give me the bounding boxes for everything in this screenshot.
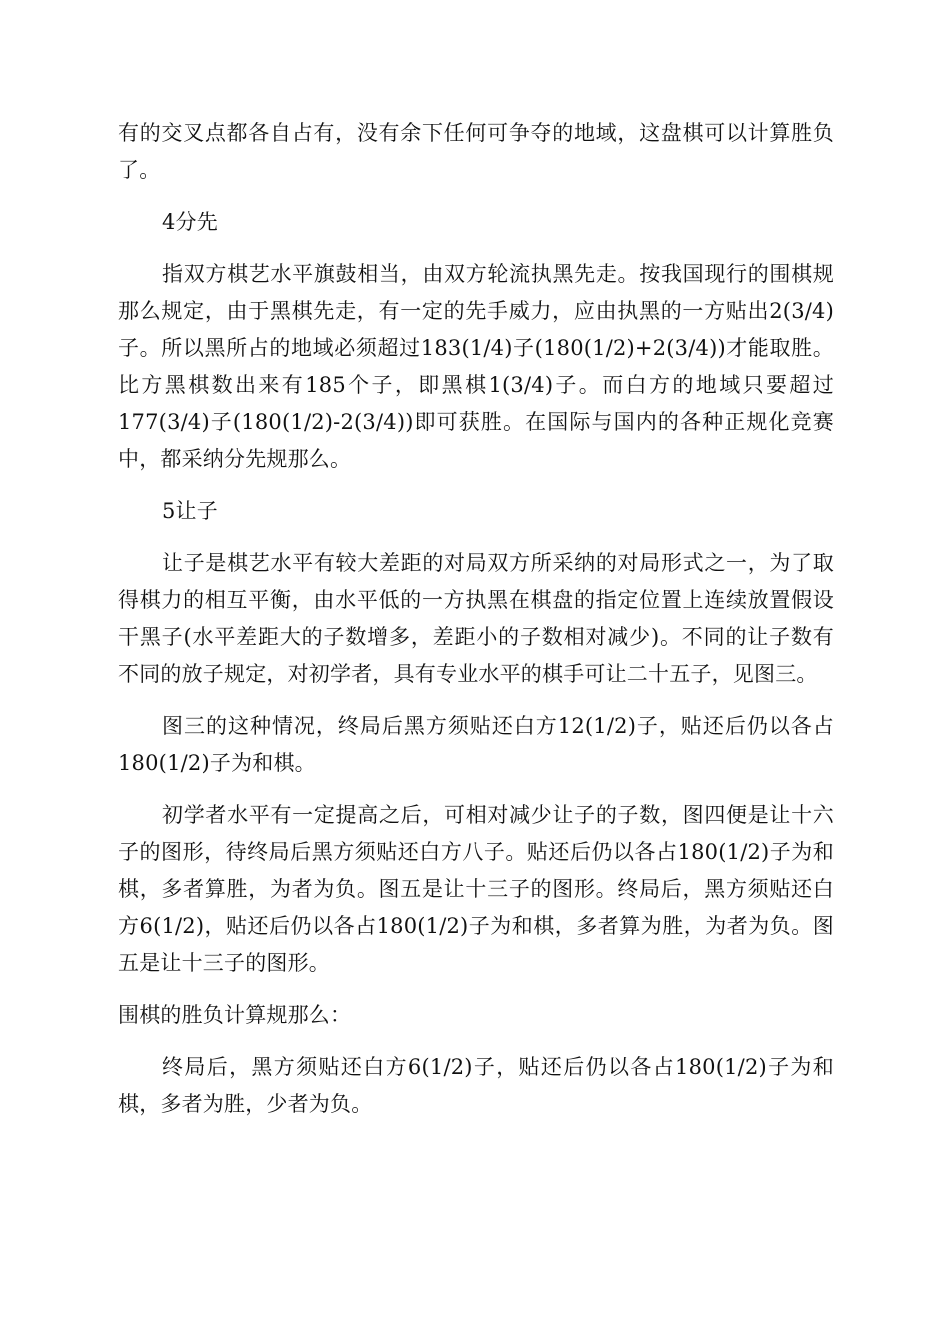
section-heading-scoring-rules: 围棋的胜负计算规那么： — [118, 1003, 352, 1027]
paragraph-fenxian: 指双方棋艺水平旗鼓相当，由双方轮流执黑先走。按我国现行的围棋规那么规定，由于黑棋先走，有一定的先手威力，应由执黑的一方贴出2(3/4)子。所以黑所占的地域必须超过183(1/4)子(180(1/2)+2(3/4))才能取胜。比方黑棋数出来有185个子，即黑棋1(3/4)子。而白方的地域只要超过177(3/4)子(180(1/2)-2(3/4))即可获胜。在国际与国内的各种正规化竞赛中，都采纳分先规那么。 — [118, 262, 834, 471]
section-heading-rangzi: 5让子 — [162, 499, 218, 523]
section-heading-fenxian: 4分先 — [162, 210, 218, 234]
paragraph-continuation: 有的交叉点都各自占有，没有余下任何可争夺的地域，这盘棋可以计算胜负了。 — [118, 121, 834, 182]
paragraph-rangzi: 让子是棋艺水平有较大差距的对局双方所采纳的对局形式之一，为了取得棋力的相互平衡，由水平低的一方执黑在棋盘的指定位置上连续放置假设干黑子(水平差距大的子数增多，差距小的子数相对减少)。不同的让子数有不同的放子规定，对初学者，具有专业水平的棋手可让二十五子，见图三。 — [118, 551, 834, 686]
paragraph-beginner: 初学者水平有一定提高之后，可相对减少让子的子数，图四便是让十六子的图形，待终局后黑方须贴还白方八子。贴还后仍以各占180(1/2)子为和棋，多者算胜，为者为负。图五是让十三子的图形。终局后，黑方须贴还白方6(1/2)，贴还后仍以各占180(1/2)子为和棋，多者算为胜，为者为负。图五是让十三子的图形。 — [118, 803, 834, 975]
paragraph-scoring-rules: 终局后，黑方须贴还白方6(1/2)子，贴还后仍以各占180(1/2)子为和棋，多者为胜，少者为负。 — [118, 1055, 834, 1116]
paragraph-figure-three: 图三的这种情况，终局后黑方须贴还白方12(1/2)子，贴还后仍以各占180(1/2)子为和棋。 — [118, 714, 834, 775]
document-body — [118, 115, 834, 1123]
